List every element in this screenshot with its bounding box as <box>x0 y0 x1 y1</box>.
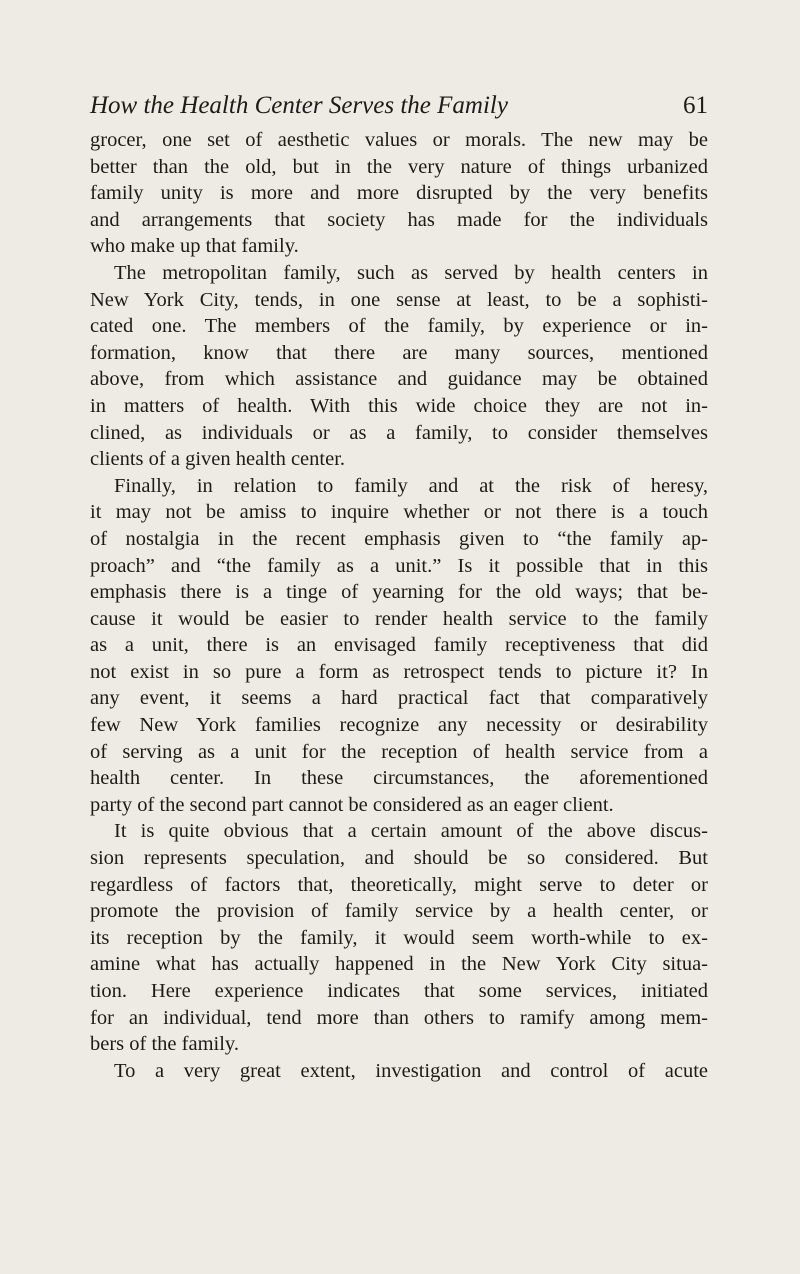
text-line: its reception by the family, it would seem worth-while to ex- <box>90 926 708 949</box>
text-line: cated one. The members of the family, by experience or in- <box>90 315 708 338</box>
text-line: sion represents speculation, and should be so considered. But <box>90 847 708 870</box>
text-line: It is quite obvious that a certain amount of the above discus- <box>114 820 708 843</box>
text-line: promote the provision of family service by a health center, or <box>90 900 708 923</box>
text-line: clined, as individuals or as a family, to consider themselves <box>90 421 708 444</box>
text-line: and arrangements that society has made for the individuals <box>90 208 708 231</box>
text-line: who make up that family. <box>90 235 299 258</box>
page-number: 61 <box>683 92 708 119</box>
running-title: How the Health Center Serves the Family <box>90 92 508 119</box>
text-line: Finally, in relation to family and at the risk of heresy, <box>114 474 708 497</box>
text-line: of nostalgia in the recent emphasis given to “the family ap- <box>90 527 708 550</box>
text-line: To a very great extent, investigation and control of acute <box>114 1059 708 1082</box>
text-line: party of the second part cannot be considered as an eager client. <box>90 793 614 816</box>
text-line: The metropolitan family, such as served by health centers in <box>114 261 708 284</box>
text-line: amine what has actually happened in the New York City situa- <box>90 953 708 976</box>
text-line: clients of a given health center. <box>90 448 346 471</box>
text-line: any event, it seems a hard practical fact that comparatively <box>90 687 708 710</box>
text-line: better than the old, but in the very nature of things urbanized <box>90 155 708 178</box>
running-head <box>90 88 708 124</box>
body-text <box>90 127 708 1084</box>
text-line: not exist in so pure a form as retrospect tends to picture it? In <box>90 660 708 683</box>
text-line: regardless of factors that, theoretically, might serve to deter or <box>90 873 708 896</box>
text-line: emphasis there is a tinge of yearning for the old ways; that be- <box>90 581 708 604</box>
text-line: formation, know that there are many sources, mentioned <box>90 341 708 364</box>
text-line: cause it would be easier to render health service to the family <box>90 607 708 630</box>
text-line: grocer, one set of aesthetic values or morals. The new may be <box>90 129 708 151</box>
text-line: above, from which assistance and guidance may be obtained <box>90 368 708 391</box>
text-line: health center. In these circumstances, the aforementioned <box>90 767 708 790</box>
text-line: New York City, tends, in one sense at least, to be a sophisti- <box>90 288 708 311</box>
text-line: for an individual, tend more than others to ramify among mem- <box>90 1006 708 1029</box>
text-line: tion. Here experience indicates that some services, initiated <box>90 980 708 1002</box>
text-line: few New York families recognize any necessity or desirability <box>90 714 708 737</box>
text-line: family unity is more and more disrupted by the very benefits <box>90 182 708 205</box>
text-line: of serving as a unit for the reception of health service from a <box>90 740 708 763</box>
text-line: proach” and “the family as a unit.” Is it possible that in this <box>90 554 708 577</box>
text-line: it may not be amiss to inquire whether or not there is a touch <box>90 501 708 524</box>
text-line: as a unit, there is an envisaged family receptiveness that did <box>90 634 708 657</box>
text-line: in matters of health. With this wide choice they are not in- <box>90 394 708 417</box>
text-line: bers of the family. <box>90 1033 239 1056</box>
